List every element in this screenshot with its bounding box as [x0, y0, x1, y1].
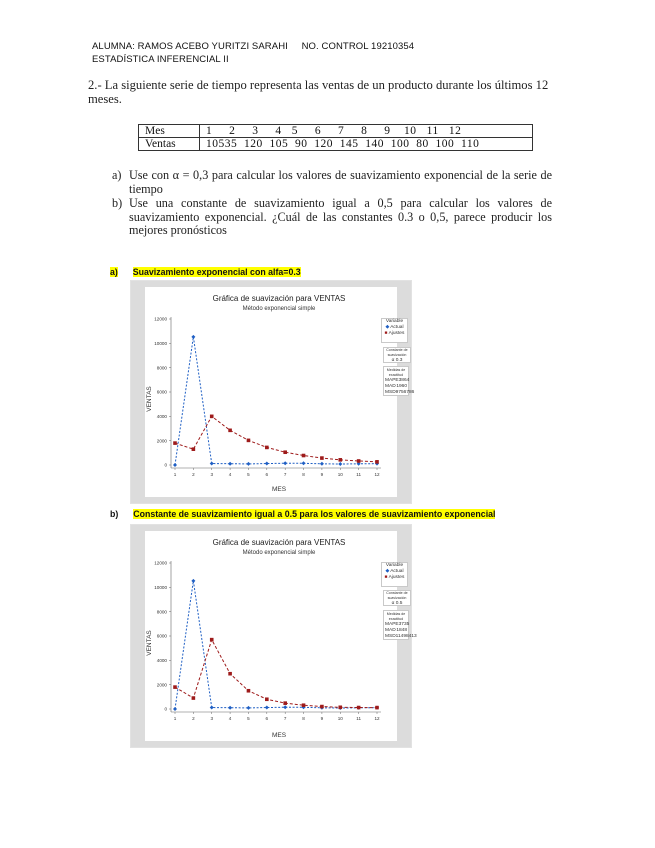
y-tick-label: 12000 [154, 316, 167, 322]
y-tick-label: 10000 [154, 340, 167, 346]
y-axis-label: VENTAS [146, 386, 153, 412]
data-point-ajustes [265, 697, 269, 701]
data-point-ajustes [283, 450, 287, 454]
chart-paper [145, 287, 397, 497]
x-tick-label: 8 [302, 472, 305, 477]
x-tick-label: 3 [210, 472, 214, 477]
chart-paper [145, 531, 397, 741]
x-tick-label: 2 [192, 472, 195, 477]
constant-value: α 0.3 [391, 358, 403, 363]
constant-value: α 0.5 [391, 601, 403, 606]
x-tick-label: 7 [283, 472, 287, 477]
x-tick-label: 11 [356, 472, 362, 477]
legend-item-actual: ◆ Actual [385, 325, 404, 330]
legend-item-actual: ◆ Actual [385, 569, 404, 574]
accuracy-title: Medidas de exactitud [386, 368, 406, 377]
x-tick-label: 4 [228, 472, 232, 477]
x-tick-label: 12 [374, 716, 380, 721]
data-point-ajustes [320, 705, 324, 709]
x-tick-label: 11 [356, 716, 362, 721]
x-axis-label: MES [271, 732, 287, 739]
problem-block [88, 78, 558, 106]
section-b-label [110, 509, 495, 519]
data-point-ajustes [338, 458, 342, 462]
table-month-values: 1 2 3 4 5 6 7 8 9 10 11 12 [200, 125, 533, 138]
y-tick-label: 10000 [154, 584, 167, 590]
x-tick-label: 1 [173, 472, 177, 477]
x-tick-label: 5 [247, 472, 250, 477]
x-tick-label: 6 [265, 716, 269, 721]
x-tick-label: 10 [337, 716, 343, 721]
data-point-ajustes [228, 429, 232, 433]
accuracy-row: MSD 9756786 [385, 390, 415, 395]
document-header [92, 40, 414, 66]
chart-b-svg [131, 525, 417, 747]
legend-title: Variable [385, 563, 404, 568]
x-tick-label: 4 [228, 716, 232, 721]
student-line: ALUMNA: RAMOS ACEBO YURITZI SARAHI NO. CONTROL 19210354 [92, 41, 415, 52]
chart-subtitle: Método exponencial simple [242, 306, 316, 312]
item-key: b) [112, 196, 123, 210]
data-point-ajustes [320, 456, 324, 460]
x-tick-label: 1 [173, 716, 177, 721]
x-tick-label: 2 [192, 716, 195, 721]
data-point-ajustes [228, 672, 232, 676]
constant-box-a [383, 347, 411, 363]
legend-a [381, 318, 408, 343]
y-tick-label: 8000 [156, 365, 167, 371]
chart-title: Gráfica de suavización para VENTAS [212, 538, 346, 547]
constant-title: Constante de suavización [386, 348, 408, 357]
section-b-key: b) [110, 509, 119, 519]
legend-item-ajustes: ■ Ajustes [384, 575, 405, 580]
y-tick-label: 4000 [156, 413, 167, 419]
chart-subtitle: Método exponencial simple [242, 550, 316, 556]
y-tick-label: 4000 [156, 657, 167, 663]
y-axis-label: VENTAS [146, 630, 153, 656]
item-text: Use con α = 0,3 para calcular los valores de suavizamiento exponencial de la serie de tiempo [129, 168, 552, 196]
data-point-ajustes [375, 706, 379, 710]
data-point-ajustes [173, 441, 177, 445]
x-tick-label: 10 [337, 472, 343, 477]
accuracy-box-b [383, 610, 417, 640]
item-text: Use una constante de suavizamiento igual a 0,5 para calcular los valores de suavizamiento exponencial. ¿Cuál de las constantes 0.3 o 0,5, parece producir los mejores pronósticos [129, 196, 552, 237]
x-tick-label: 8 [302, 716, 305, 721]
section-a-key: a) [110, 267, 118, 277]
data-point-ajustes [302, 703, 306, 707]
constant-title: Constante de suavización [386, 591, 408, 600]
y-tick-label: 2000 [156, 682, 167, 688]
section-a-text: Suavizamiento exponencial con alfa=0.3 [132, 267, 301, 277]
sales-table [138, 124, 533, 151]
accuracy-box-a [383, 366, 415, 396]
data-point-ajustes [173, 685, 177, 689]
y-tick-label: 0 [164, 706, 167, 712]
table-row [139, 138, 533, 151]
data-point-ajustes [302, 454, 306, 458]
data-point-ajustes [283, 701, 287, 705]
x-tick-label: 12 [374, 472, 380, 477]
table-row [139, 125, 533, 138]
data-point-ajustes [357, 706, 361, 710]
data-point-ajustes [192, 447, 196, 451]
data-point-ajustes [210, 415, 214, 419]
y-tick-label: 12000 [154, 560, 167, 566]
accuracy-row: MAD 1848 [385, 628, 407, 633]
constant-box-b [383, 590, 411, 606]
x-tick-label: 6 [265, 472, 269, 477]
list-item [112, 197, 552, 238]
legend-item-ajustes: ■ Ajustes [384, 331, 405, 336]
x-tick-label: 9 [320, 716, 324, 721]
data-point-ajustes [247, 689, 251, 693]
table-sales-values: 10535 120 105 90 120 145 140 100 80 100 110 [200, 138, 533, 151]
smoothing-chart-b [130, 524, 417, 748]
data-point-ajustes [338, 705, 342, 709]
course-line: ESTADÍSTICA INFERENCIAL II [92, 54, 229, 65]
y-tick-label: 8000 [156, 609, 167, 615]
table-header-mes: Mes [139, 125, 200, 138]
x-tick-label: 7 [283, 716, 287, 721]
problem-statement: 2.- La siguiente serie de tiempo representa las ventas de un producto durante los últimos 12 meses. [88, 78, 549, 106]
legend-title: Variable [385, 319, 404, 324]
data-point-ajustes [247, 439, 251, 443]
y-tick-label: 6000 [156, 633, 167, 639]
data-point-ajustes [265, 446, 269, 450]
accuracy-row: MAPE 3735 [385, 622, 410, 627]
accuracy-title: Medidas de exactitud [386, 612, 406, 621]
problem-items [112, 169, 552, 239]
x-tick-label: 3 [210, 716, 214, 721]
accuracy-row: MAPE 3864 [385, 378, 410, 383]
section-b-text: Constante de suavizamiento igual a 0.5 para los valores de suavizamiento exponencial [133, 509, 496, 519]
accuracy-row: MSD 11498413 [385, 634, 417, 639]
table-header-ventas: Ventas [139, 138, 200, 151]
chart-title: Gráfica de suavización para VENTAS [212, 294, 346, 303]
accuracy-row: MAD 1960 [385, 384, 407, 389]
x-tick-label: 9 [320, 472, 324, 477]
data-point-ajustes [375, 460, 379, 464]
y-tick-label: 6000 [156, 389, 167, 395]
data-point-ajustes [210, 638, 214, 642]
y-tick-label: 2000 [156, 438, 167, 444]
chart-a-svg [131, 281, 415, 503]
legend-b [381, 562, 408, 587]
section-a-label [110, 267, 301, 277]
data-point-ajustes [192, 696, 196, 700]
smoothing-chart-a [130, 280, 415, 504]
x-tick-label: 5 [247, 716, 250, 721]
x-axis-label: MES [271, 486, 287, 493]
item-key: a) [112, 168, 122, 182]
list-item [112, 169, 552, 196]
data-point-ajustes [357, 459, 361, 463]
y-tick-label: 0 [164, 462, 167, 468]
